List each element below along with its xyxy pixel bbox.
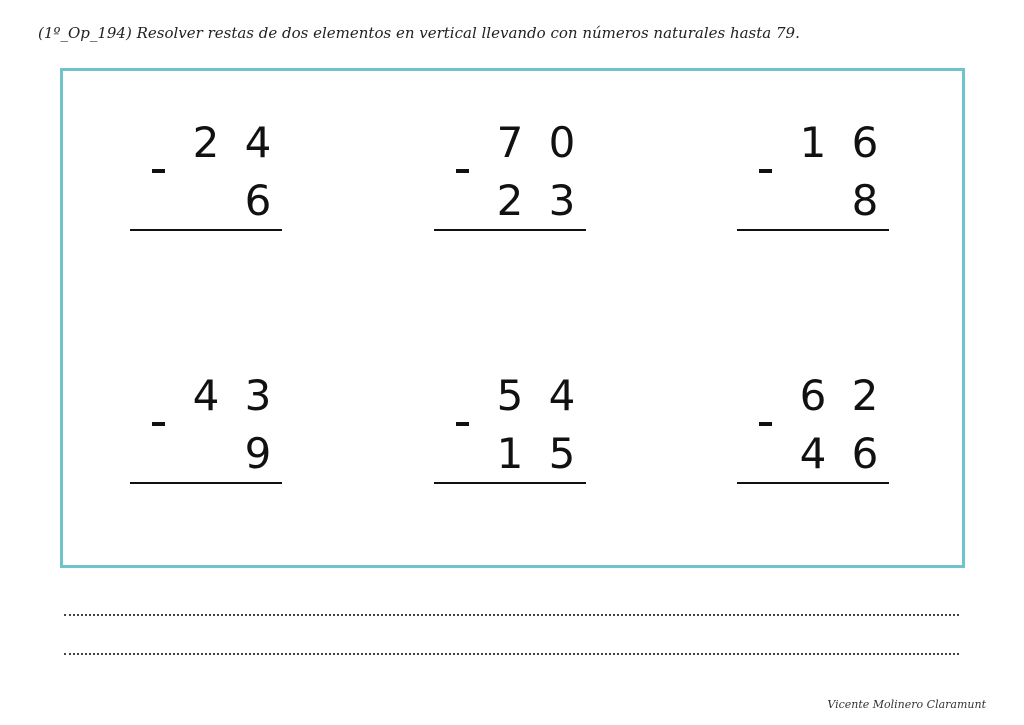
subtrahend-units: 3	[548, 176, 576, 225]
minus-sign	[152, 422, 165, 426]
minus-sign	[152, 169, 165, 173]
subtraction-problem-3	[737, 118, 907, 248]
minuend-units: 0	[548, 118, 576, 167]
subtraction-problem-5	[434, 371, 604, 501]
minuend-units: 2	[851, 371, 879, 420]
minuend-tens: 7	[496, 118, 524, 167]
author-credit: Vicente Molinero Claramunt	[827, 698, 986, 711]
subtrahend-units: 6	[244, 176, 272, 225]
subtrahend-tens: 2	[496, 176, 524, 225]
subtrahend-units: 6	[851, 429, 879, 478]
subtrahend-units: 8	[851, 176, 879, 225]
minus-sign	[456, 422, 469, 426]
minuend-units: 3	[244, 371, 272, 420]
subtraction-problem-4	[130, 371, 300, 501]
result-line	[737, 482, 889, 484]
minus-sign	[456, 169, 469, 173]
worksheet-title: (1º_Op_194) Resolver restas de dos elementos en vertical llevando con números naturales hasta 79.	[38, 24, 800, 42]
result-line	[434, 229, 586, 231]
subtraction-problem-2	[434, 118, 604, 248]
subtrahend-units: 5	[548, 429, 576, 478]
minuend-tens: 6	[799, 371, 827, 420]
minuend-units: 4	[548, 371, 576, 420]
minuend-tens: 2	[192, 118, 220, 167]
minuend-units: 6	[851, 118, 879, 167]
answer-line-2[interactable]	[64, 653, 959, 655]
result-line	[434, 482, 586, 484]
result-line	[130, 482, 282, 484]
minuend-tens: 1	[799, 118, 827, 167]
result-line	[130, 229, 282, 231]
subtraction-problem-6	[737, 371, 907, 501]
result-line	[737, 229, 889, 231]
minus-sign	[759, 169, 772, 173]
subtraction-problem-1	[130, 118, 300, 248]
answer-line-1[interactable]	[64, 614, 959, 616]
subtrahend-tens: 1	[496, 429, 524, 478]
subtrahend-tens: 4	[799, 429, 827, 478]
minus-sign	[759, 422, 772, 426]
subtrahend-units: 9	[244, 429, 272, 478]
minuend-tens: 4	[192, 371, 220, 420]
minuend-tens: 5	[496, 371, 524, 420]
minuend-units: 4	[244, 118, 272, 167]
